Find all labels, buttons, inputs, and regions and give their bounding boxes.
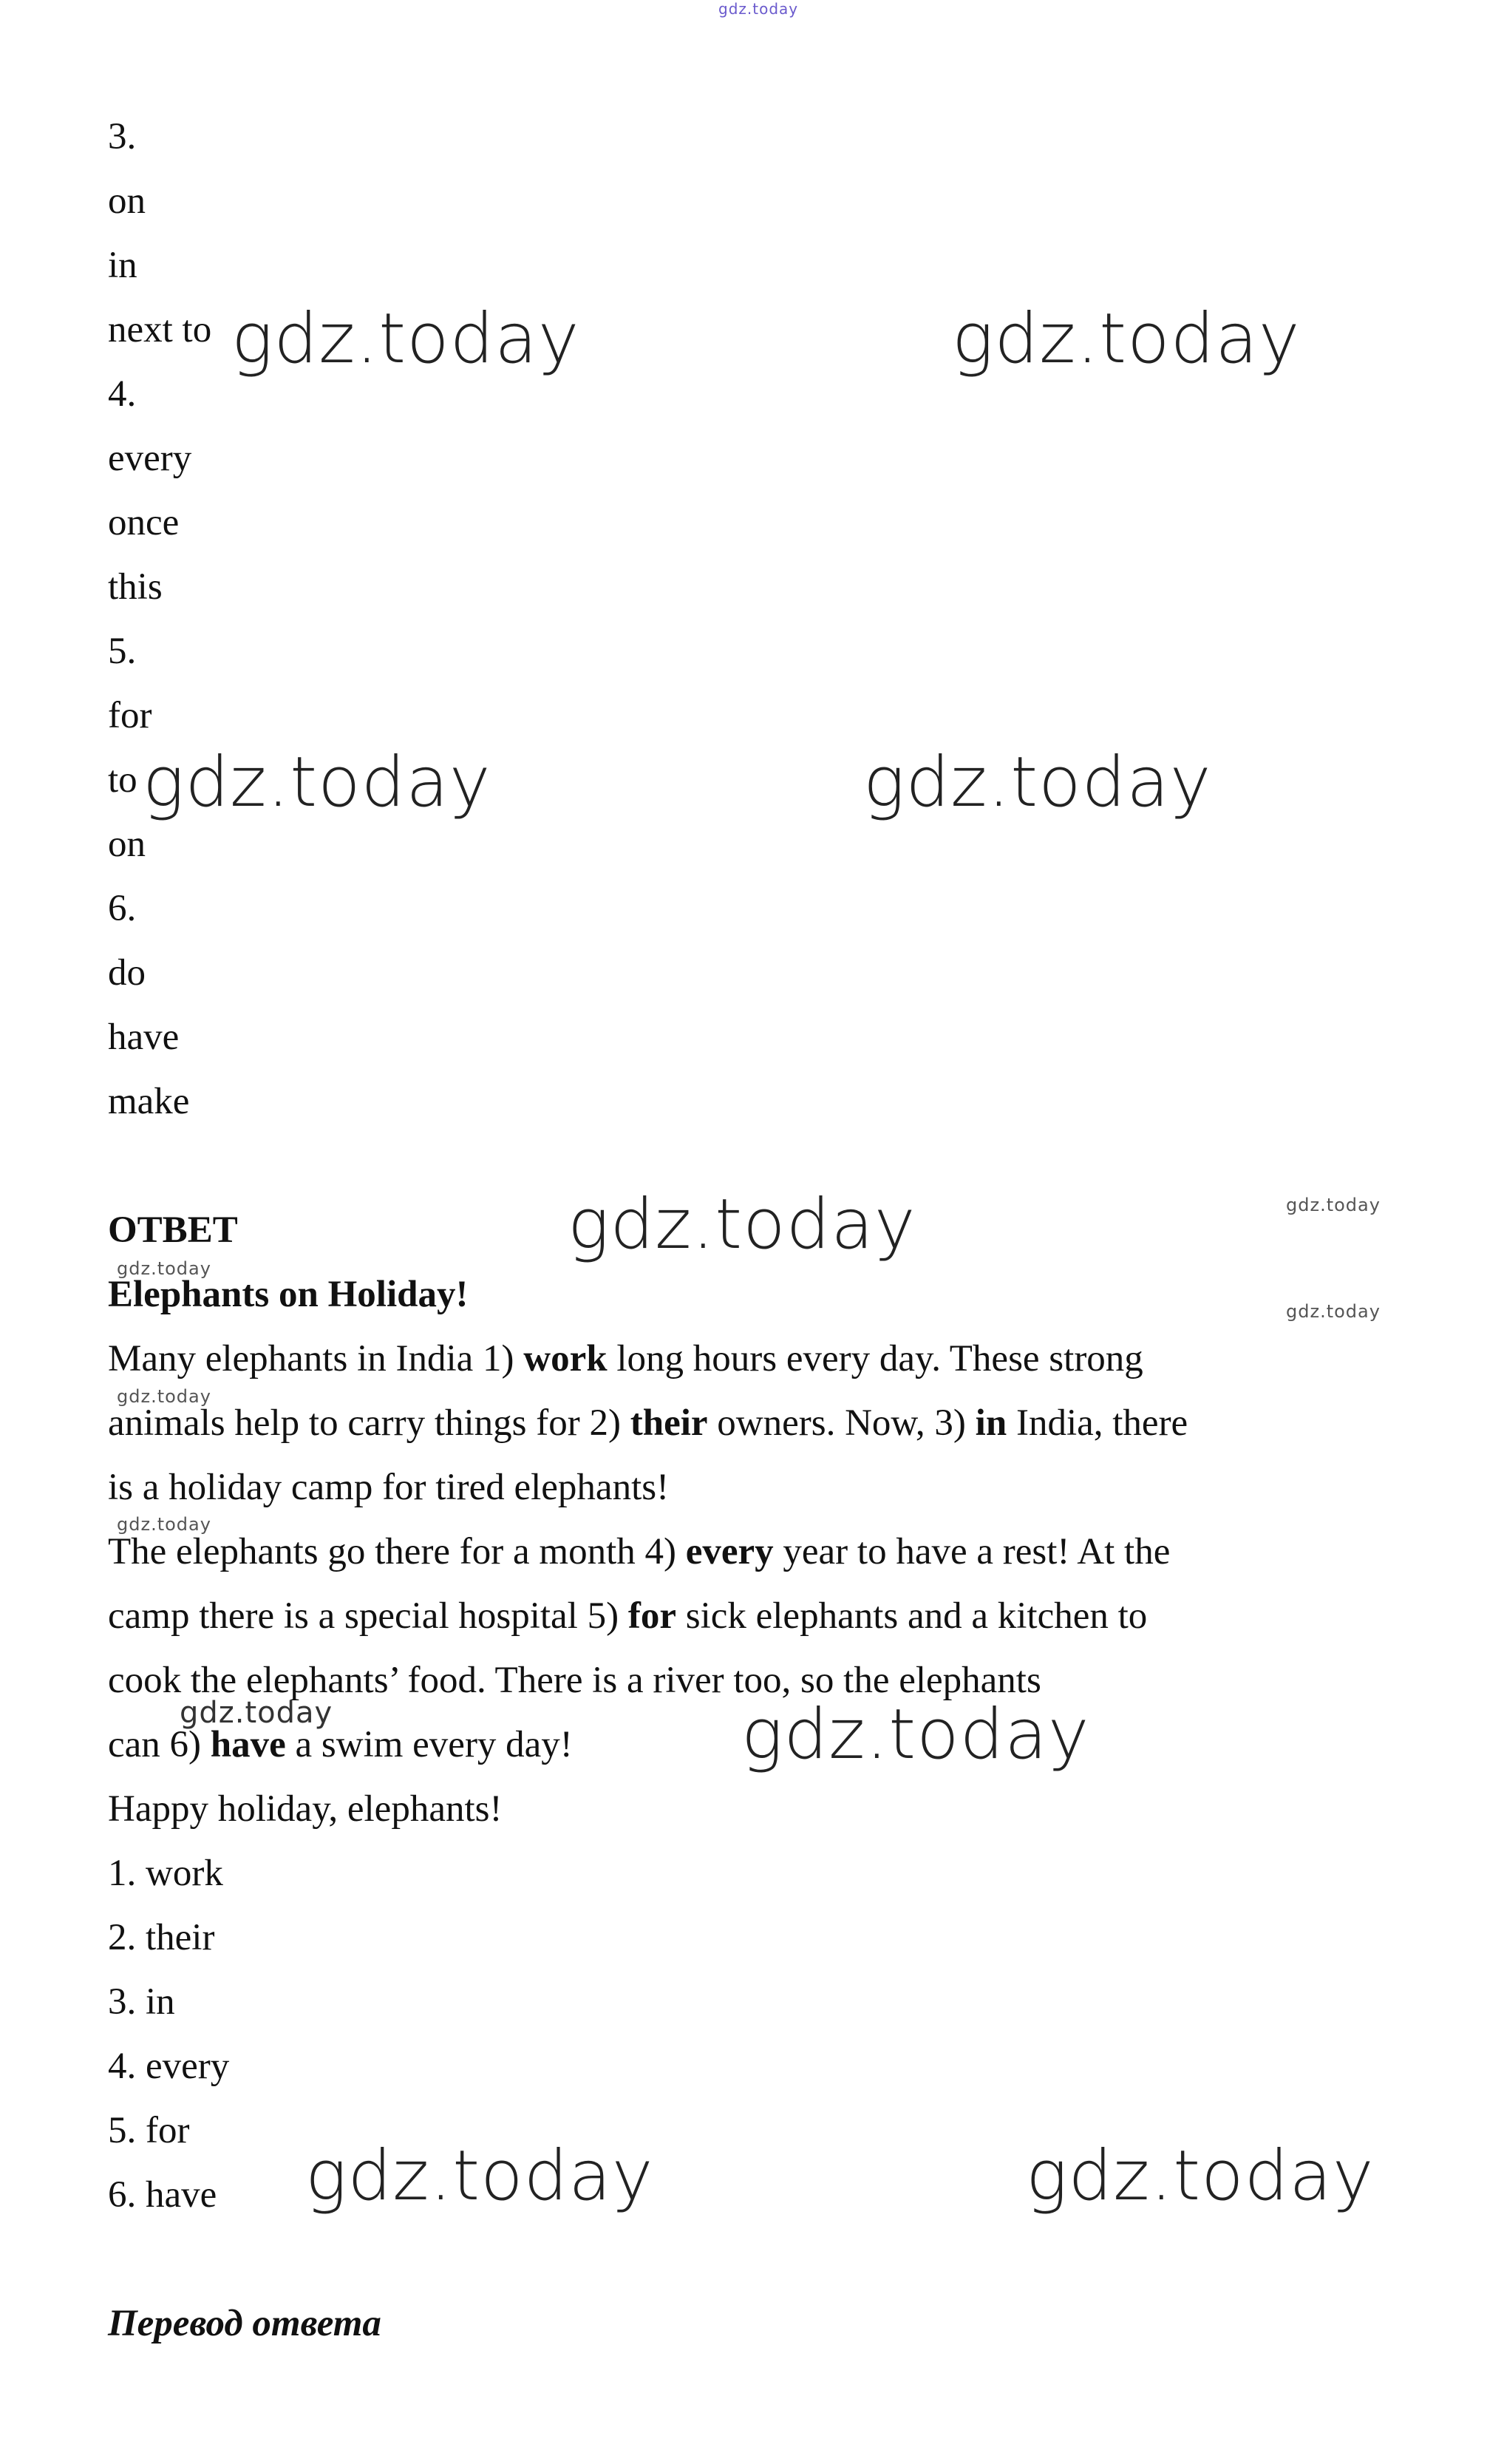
watermark: gdz.today	[1286, 1195, 1381, 1215]
watermark: gdz.today	[231, 299, 580, 379]
list-item: 5.	[108, 631, 137, 672]
answer-6: have	[210, 1724, 286, 1765]
story-line: camp there is a special hospital 5) for sick elephants and a kitchen to	[108, 1595, 1148, 1637]
answer-key-item: 4. every	[108, 2046, 230, 2087]
watermark: gdz.today	[568, 1184, 916, 1265]
story-line: cook the elephants’ food. There is a river too, so the elephants	[108, 1660, 1041, 1701]
watermark: gdz.today	[952, 299, 1301, 379]
answer-key-item: 5. for	[108, 2110, 190, 2151]
list-item: do	[108, 952, 146, 994]
list-item: 4.	[108, 373, 137, 415]
watermark: gdz.today	[180, 1696, 333, 1730]
list-item: for	[108, 695, 152, 736]
watermark: gdz.today	[741, 1694, 1090, 1775]
list-item: 6.	[108, 888, 137, 929]
story-line: Many elephants in India 1) work long hours every day. These strong	[108, 1338, 1143, 1379]
list-item: in	[108, 245, 137, 286]
list-item: have	[108, 1017, 180, 1058]
watermark: gdz.today	[1026, 2136, 1375, 2216]
answer-key-item: 1. work	[108, 1853, 223, 1894]
answer-key-item: 2. their	[108, 1917, 215, 1958]
answer-key-item: 6. have	[108, 2174, 217, 2216]
list-item: this	[108, 566, 163, 608]
story-line: can 6) have a swim every day!	[108, 1724, 573, 1765]
answer-3: in	[975, 1402, 1007, 1444]
translation-heading: Перевод ответа	[108, 2303, 381, 2344]
story-title: Elephants on Holiday!	[108, 1274, 469, 1315]
list-item: on	[108, 180, 146, 222]
answer-2: their	[630, 1402, 708, 1444]
watermark: gdz.today	[1286, 1301, 1381, 1322]
list-item: to	[108, 759, 137, 801]
story-closing: Happy holiday, elephants!	[108, 1788, 503, 1830]
list-item: next to	[108, 309, 212, 350]
watermark: gdz.today	[117, 1386, 211, 1407]
answer-4: every	[685, 1531, 774, 1572]
list-item: make	[108, 1081, 190, 1122]
watermark: gdz.today	[305, 2136, 654, 2216]
list-item: once	[108, 502, 180, 543]
top-watermark: gdz.today	[718, 0, 799, 18]
story-line: animals help to carry things for 2) their owners. Now, 3) in India, there	[108, 1402, 1188, 1444]
list-item: 3.	[108, 116, 137, 157]
watermark: gdz.today	[117, 1258, 211, 1279]
story-line: The elephants go there for a month 4) every year to have a rest! At the	[108, 1531, 1171, 1572]
answer-key-item: 3. in	[108, 1981, 175, 2023]
watermark: gdz.today	[863, 742, 1212, 823]
watermark: gdz.today	[143, 742, 491, 823]
list-item: on	[108, 824, 146, 865]
answer-heading: ОТВЕТ	[108, 1209, 238, 1251]
list-item: every	[108, 438, 192, 479]
answer-1: work	[523, 1338, 608, 1379]
watermark: gdz.today	[117, 1514, 211, 1535]
story-line: is a holiday camp for tired elephants!	[108, 1467, 670, 1508]
answer-5: for	[627, 1595, 676, 1637]
